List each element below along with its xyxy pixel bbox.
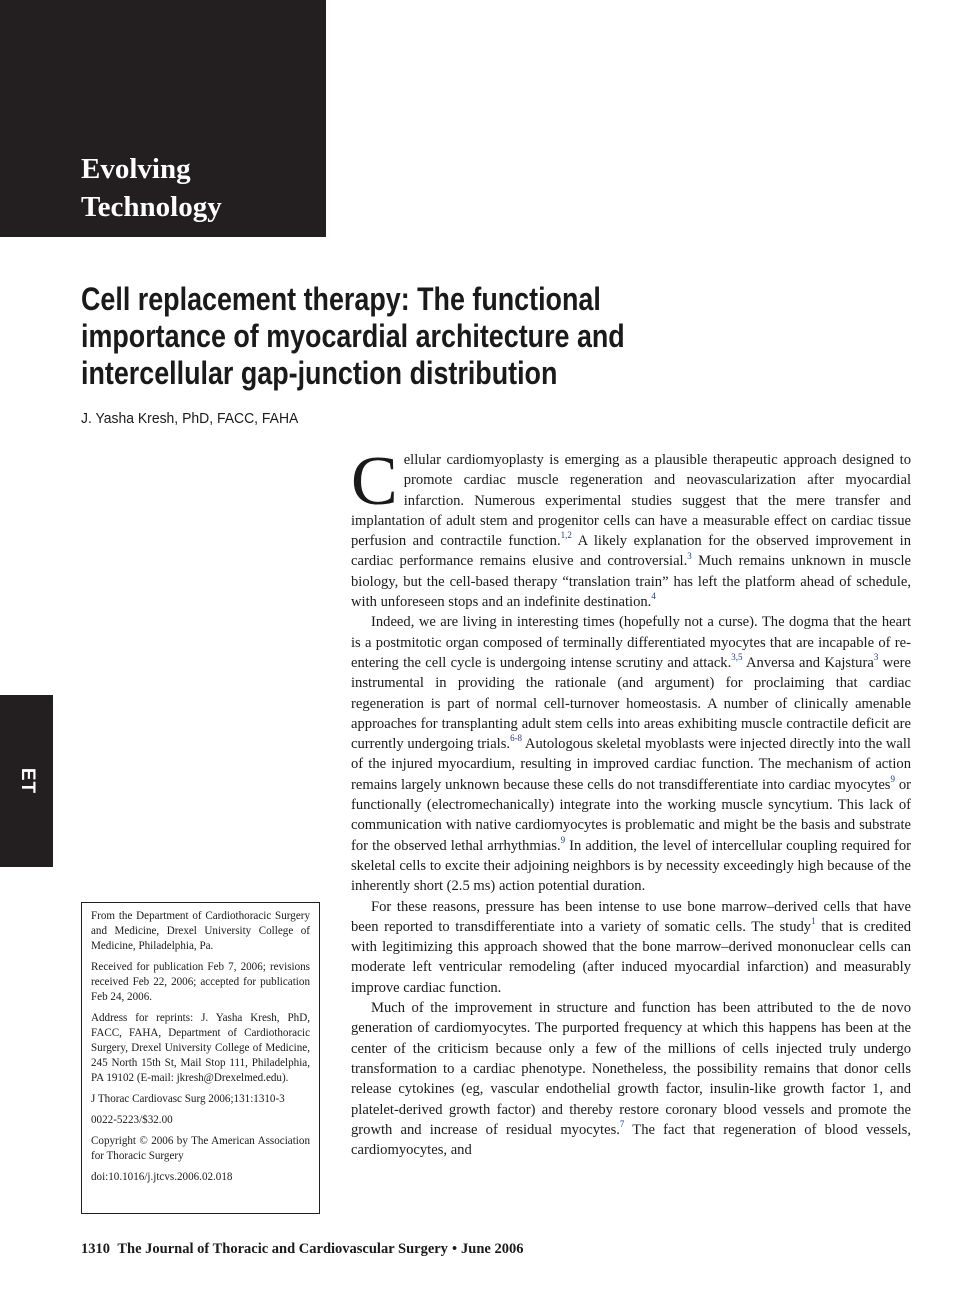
p4-text-a: Much of the improvement in structure and function has been attributed to the de novo generation of cardiomyocytes. The purported frequency at which this happens has been at the center of the criticism because only a few of the millions of cells injected truly undergo transformation to a cardiac phenotype. Nonetheless, the possibility remains that donor cells release cytokines (eg, vascular endothelial growth factor, insulin-like growth factor 1, and platelet-derived growth factor) and thereby restore coronary blood vessels and promote the growth and increase of residual myocytes. [351,1000,911,1138]
section-title-line2: Technology [81,191,222,223]
issn-note: 0022-5223/$32.00 [91,1114,173,1126]
doi-note: doi:10.1016/j.jtcvs.2006.02.018 [91,1171,233,1183]
reference-link[interactable]: 1,2 [560,530,572,541]
footer-separator: • [451,1241,458,1257]
p4-text-b: The fact that regeneration of blood vessels, cardiomyocytes, and [351,1121,911,1159]
journal-name: The Journal of Thoracic and Cardiovascular Surgery [117,1241,448,1257]
side-section-tab-label: ET [17,767,38,795]
p1-text-a: ellular cardiomyoplasty is emerging as a plausible therapeutic approach designed to promote cardiac muscle regeneration and neovascularization after myocardial infarction. Numerous experimental studies suggest that the mere transfer and implantation of adult stem and progenitor cells can have a measurable effect on cardiac tissue perfusion and contractile function. [351,452,911,550]
reference-link[interactable]: 4 [651,591,656,602]
reference-link[interactable]: 1 [811,915,816,926]
section-title [81,150,222,226]
article-info-box [81,902,320,1214]
p2-text-d: Autologous skeletal myoblasts were injected directly into the wall of the injured myocardium, resulting in improved cardiac function. The mechanism of action remains largely unknown because these cells do not transdifferentiate into cardiac myocytes [351,736,911,793]
p2-text-a: Indeed, we are living in interesting times (hopefully not a curse). The dogma that the heart is a postmitotic organ composed of terminally differentiated myocytes that are incapable of re-entering the cell cycle is undergoing intense scrutiny and attack. [351,614,911,671]
paragraph-3 [351,897,911,998]
reference-link[interactable]: 9 [560,834,566,845]
page-number: 1310 [81,1241,110,1257]
page-footer [81,1241,527,1258]
received-note: Received for publication Feb 7, 2006; revisions received Feb 22, 2006; accepted for publication Feb 24, 2006. [91,961,310,1003]
reference-link[interactable]: 3 [687,550,692,561]
reprints-note: Address for reprints: J. Yasha Kresh, PhD, FACC, FAHA, Department of Cardiothoracic Surgery, Drexel University College of Medicine, 245 North 15th St, Mail Stop 111, Philadelphia, PA 19102 (E-mail: jkresh@Drexelmed.edu). [91,1012,310,1084]
p2-text-b: Anversa and Kajstura [742,654,874,671]
affiliation-note: From the Department of Cardiothoracic Surgery and Medicine, Drexel University College of Medicine, Philadelphia, Pa. [91,910,310,952]
paragraph-1 [351,443,911,612]
copyright-note: Copyright © 2006 by The American Association for Thoracic Surgery [91,1135,310,1162]
citation-note: J Thorac Cardiovasc Surg 2006;131:1310-3 [91,1093,285,1105]
p2-text-f: In addition, the level of intercellular coupling required for skeletal cells to excite their adjoining neighbors is by necessity exceedingly high because of the inherently short (2.5 ms) action potential duration. [351,837,911,895]
drop-cap: C [351,443,398,520]
reference-link[interactable]: 3 [873,652,879,663]
p3-text-a: For these reasons, pressure has been intense to use bone marrow–derived cells that have been reported to transdifferentiate into a variety of somatic cells. The study [351,898,911,935]
reference-link[interactable]: 3,5 [731,652,743,663]
article-body [351,443,911,1160]
section-title-line1: Evolving [81,153,191,185]
reference-link[interactable]: 7 [619,1118,625,1129]
reference-link[interactable]: 6-8 [510,733,523,744]
paragraph-4 [351,998,911,1160]
paragraph-2 [351,612,911,896]
issue-date: June 2006 [461,1241,524,1257]
author-line: J. Yasha Kresh, PhD, FACC, FAHA [81,410,299,427]
p1-text-b: A likely explanation for the observed improvement in cardiac performance remains elusive and controversial. [351,533,911,570]
p2-text-c: were instrumental in providing the rationale (and argument) for proclaiming that cardiac regeneration is part of normal cell-turnover homeostasis. A number of clinically amenable approaches for transplanting adult stem cells into areas exhibiting muscle contractile deficit are currently undergoing trials. [351,654,911,753]
article-title: Cell replacement therapy: The functional importance of myocardial architecture and intercellular gap-junction distribution [81,281,625,391]
p1-text-c: Much remains unknown in muscle biology, but the cell-based therapy “translation train” has left the platform ahead of schedule, with unforeseen stops and an indefinite destination. [351,553,911,611]
reference-link[interactable]: 9 [890,773,895,784]
p3-text-b: that is credited with legitimizing this approach showed that the bone marrow–derived mononuclear cells can moderate left ventricular remodeling (after induced myocardial infarction) and measurably improve cardiac function. [351,918,911,996]
p2-text-e: or functionally (electromechanically) integrate into the working muscle syncytium. This lack of communication with native cardiomyocytes is problematic and might be the basis and substrate for the observed lethal arrhythmias. [351,776,911,854]
